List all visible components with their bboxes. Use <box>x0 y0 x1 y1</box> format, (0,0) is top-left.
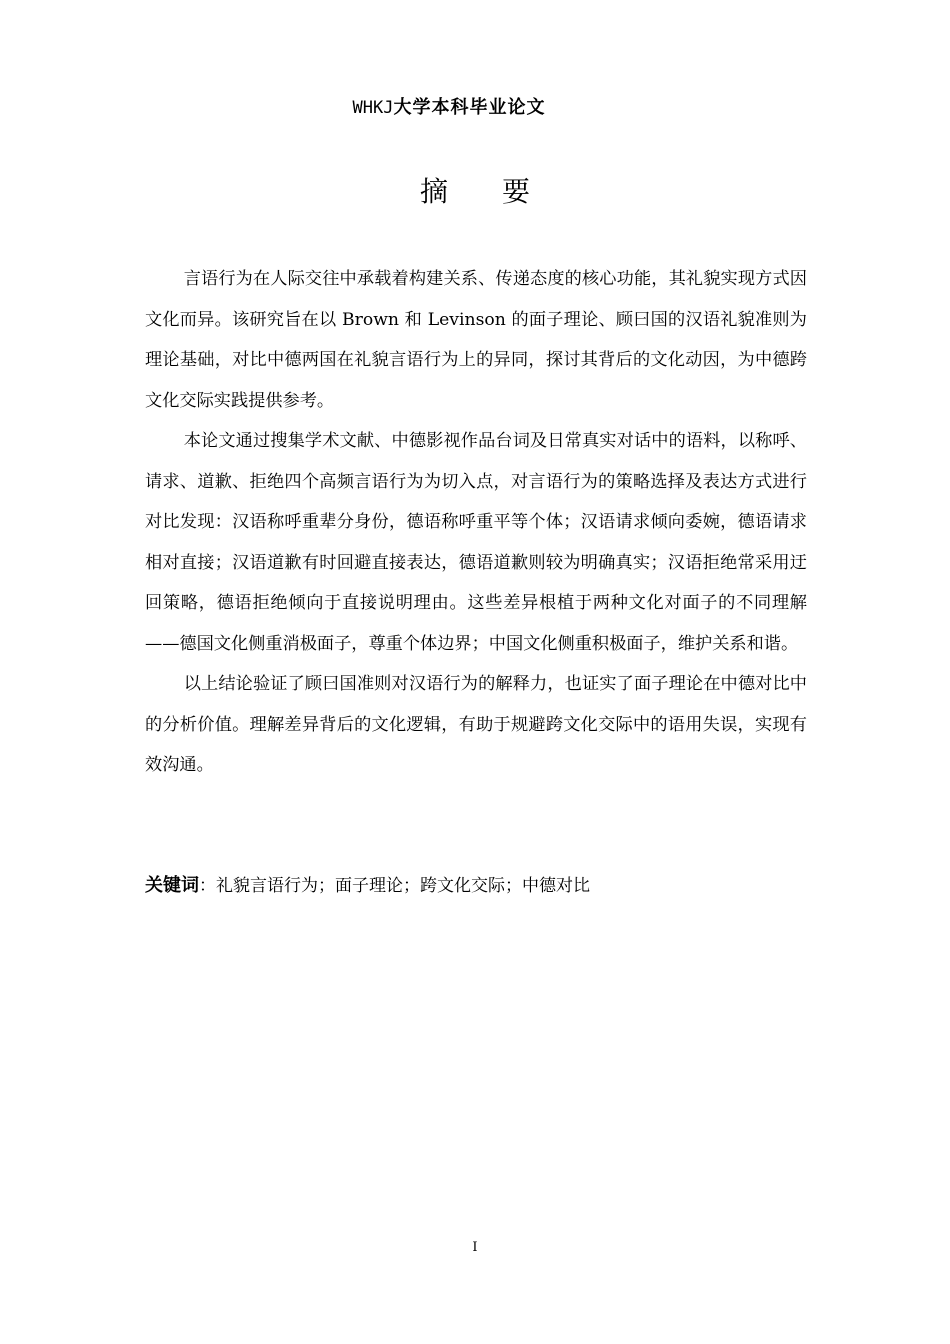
abstract-paragraph: 本论文通过搜集学术文献、中德影视作品台词及日常真实对话中的语料，以称呼、请求、道歉、拒绝四个高频言语行为为切入点，对言语行为的策略选择及表达方式进行对比发现：汉语称呼重辈分身份，德语称呼重平等个体；汉语请求倾向委婉，德语请求相对直接；汉语道歉有时回避直接表达，德语道歉则较为明确真实；汉语拒绝常采用迂回策略，德语拒绝倾向于直接说明理由。这些差异根植于两种文化对面子的不同理解——德国文化侧重消极面子，尊重个体边界；中国文化侧重积极面子，维护关系和谐。 <box>145 431 807 654</box>
keywords-label: 关键词 <box>145 875 199 896</box>
abstract-paragraph: 以上结论验证了顾曰国准则对汉语行为的解释力，也证实了面子理论在中德对比中的分析价值。理解差异背后的文化逻辑，有助于规避跨文化交际中的语用失误，实现有效沟通。 <box>145 674 807 775</box>
abstract-paragraph: 言语行为在人际交往中承载着构建关系、传递态度的核心功能，其礼貌实现方式因文化而异。该研究旨在以 Brown 和 Levinson 的面子理论、顾曰国的汉语礼貌准则为理论基础，对比中德两国在礼貌言语行为上的异同，探讨其背后的文化动因，为中德跨文化交际实践提供参考。 <box>145 269 807 411</box>
keywords-terms: 礼貌言语行为；面子理论；跨文化交际；中德对比 <box>216 876 590 896</box>
abstract-body <box>145 259 807 786</box>
header-title: 大学本科毕业论文 <box>393 97 546 118</box>
running-header <box>0 96 898 120</box>
page-number: I <box>472 1240 478 1255</box>
header-latin: WHKJ <box>352 98 394 118</box>
keywords-separator: ： <box>199 876 216 896</box>
keywords-line <box>145 866 807 906</box>
abstract-title: 摘要 <box>419 175 584 208</box>
